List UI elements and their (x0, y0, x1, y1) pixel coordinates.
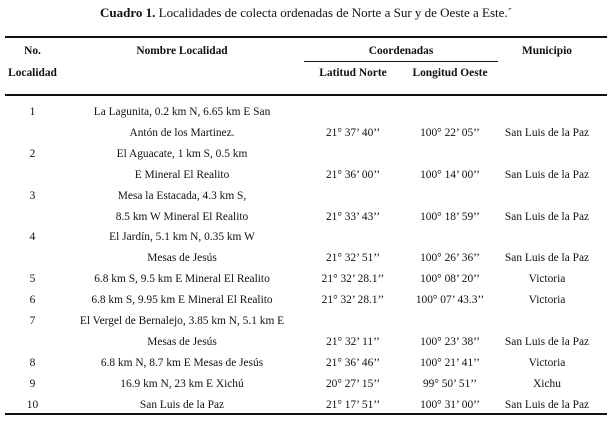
locality-name-cont: Mesas de Jesús (147, 336, 217, 348)
header-coords: Coordenadas (368, 45, 434, 57)
locality-name-cont: E Mineral El Realito (134, 169, 230, 181)
longitude-value: 100° 08’ 20’’ (420, 273, 480, 285)
locality-name: 6.8 km S, 9.95 km E Mineral El Realito (91, 294, 273, 306)
table-caption (0, 4, 612, 22)
locality-name-cont: Antón de los Martinez. (129, 127, 235, 139)
coords-rule (304, 61, 498, 62)
latitude-value: 21° 33’ 43’’ (325, 211, 381, 223)
locality-name: El Jardín, 5.1 km N, 0.35 km W (109, 231, 255, 243)
row-number: 9 (29, 378, 36, 390)
longitude-value: 100° 07’ 43.3’’ (415, 294, 485, 306)
bottom-rule (5, 413, 607, 415)
municipio-value: Xichu (533, 378, 561, 390)
row-number: 1 (29, 106, 36, 118)
row-number: 4 (29, 231, 36, 243)
header-municipio: Municipio (521, 45, 572, 57)
latitude-value: 20° 27’ 15’’ (325, 378, 381, 390)
locality-name: La Lagunita, 0.2 km N, 6.65 km E San (93, 106, 271, 118)
top-rule (5, 36, 607, 38)
locality-name: El Aguacate, 1 km S, 0.5 km (116, 148, 248, 160)
row-number: 2 (29, 148, 36, 160)
latitude-value: 21° 37’ 40’’ (325, 127, 381, 139)
header-bottom-rule (5, 94, 607, 96)
caption-label: Cuadro 1. (99, 5, 156, 20)
longitude-value: 100° 31’ 00’’ (420, 399, 480, 411)
longitude-value: 100° 23’ 38’’ (420, 336, 480, 348)
municipio-value: Victoria (528, 357, 566, 369)
municipio-value: San Luis de la Paz (504, 211, 590, 223)
locality-name: San Luis de la Paz (139, 399, 225, 411)
row-number: 6 (29, 294, 36, 306)
header-lon: Longitud Oeste (412, 67, 488, 79)
municipio-value: San Luis de la Paz (504, 169, 590, 181)
latitude-value: 21° 36’ 00’’ (325, 169, 381, 181)
longitude-value: 100° 21’ 41’’ (420, 357, 480, 369)
longitude-value: 100° 26’ 36’’ (420, 252, 480, 264)
row-number: 5 (29, 273, 36, 285)
longitude-value: 100° 22’ 05’’ (420, 127, 480, 139)
latitude-value: 21° 32’ 28.1’’ (321, 273, 385, 285)
longitude-value: 100° 14’ 00’’ (420, 169, 480, 181)
locality-name: El Vergel de Bernalejo, 3.85 km N, 5.1 km E (79, 315, 285, 327)
header-name: Nombre Localidad (136, 45, 228, 57)
municipio-value: Victoria (528, 294, 566, 306)
longitude-value: 99° 50’ 51’’ (422, 378, 478, 390)
row-number: 10 (26, 399, 39, 411)
locality-name: 16.9 km N, 23 km E Xichú (120, 378, 244, 390)
locality-name: 6.8 km N, 8.7 km E Mesas de Jesús (100, 357, 264, 369)
latitude-value: 21° 17’ 51’’ (325, 399, 381, 411)
row-number: 8 (29, 357, 36, 369)
latitude-value: 21° 36’ 46’’ (325, 357, 381, 369)
municipio-value: San Luis de la Paz (504, 336, 590, 348)
municipio-value: Victoria (528, 273, 566, 285)
header-lat: Latitud Norte (319, 67, 387, 79)
municipio-value: San Luis de la Paz (504, 252, 590, 264)
header-no: No. (24, 45, 41, 57)
caption-text: Localidades de colecta ordenadas de Norte a Sur y de Oeste a Este.´ (155, 5, 512, 20)
locality-name-cont: 8.5 km W Mineral El Realito (115, 211, 249, 223)
municipio-value: San Luis de la Paz (504, 127, 590, 139)
row-number: 7 (29, 315, 36, 327)
header-localidad: Localidad (8, 67, 57, 79)
municipio-value: San Luis de la Paz (504, 399, 590, 411)
longitude-value: 100° 18’ 59’’ (420, 211, 480, 223)
latitude-value: 21° 32’ 51’’ (325, 252, 381, 264)
row-number: 3 (29, 190, 36, 202)
locality-name-cont: Mesas de Jesús (147, 252, 217, 264)
locality-name: Mesa la Estacada, 4.3 km S, (117, 190, 247, 202)
locality-name: 6.8 km S, 9.5 km E Mineral El Realito (94, 273, 270, 285)
latitude-value: 21° 32’ 28.1’’ (321, 294, 385, 306)
latitude-value: 21° 32’ 11’’ (326, 336, 380, 348)
